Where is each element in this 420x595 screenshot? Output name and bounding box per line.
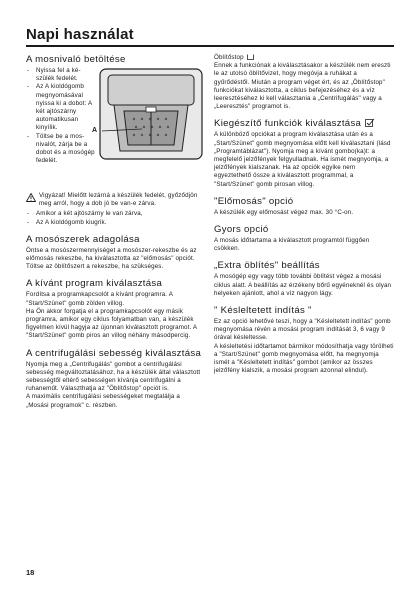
functions-text: A különböző opciókat a program kiválasztása után és a „Start/Szünet" gomb megnyomása előtt kell kiválasztani (lásd „Programtáblázat"). Nyomja meg a kívánt gombo(ka)t: a megfelelő jelzőfények felgyulladnak. Ha ismét megnyomja, a jelzőfények kialszanak. Ha az opciók egyike nem egyeztethető össze a kiválasztott programmal, a "Start/Szünet" gomb pirosan villog. (214, 131, 391, 188)
rinse-hold-label-line (214, 54, 394, 62)
spin-text-2: A maximális centrifugálási sebességeket megtalálja a „Mosási programok" c. részben. (26, 393, 180, 409)
detergent-text: Öntse a mosószermennyiséget a mosószer-rekeszbe és az előmosás rekeszbe, ha kiválasztotta az "előmosás" opciót. Töltse az öblítőszert a rekeszbe, ha szükséges. (26, 246, 197, 271)
warning-icon (26, 193, 36, 202)
quick-heading: Gyors opció (214, 224, 269, 236)
prewash-text: A készülék egy előmosást végez max. 30 °C-on. (214, 208, 354, 216)
warning-item-1: - Amikor a két ajtószárny le van zárva, (26, 210, 203, 218)
warning-list (26, 210, 203, 226)
spin-heading: A centrifugálási sebesség kiválasztása (26, 347, 202, 359)
program-text-2: Ha Ön akkor forgatja el a programkapcsolót egy másik programra, amikor egy ciklus folyamatban van, a készülék figyelmen kívül hagyja az újonnan kiválasztott programot. A "Start/Szünet" gomb piros an villog néhány másodpercig. (26, 307, 197, 340)
left-column (26, 52, 203, 410)
program-heading: A kívánt program kiválasztása (26, 278, 163, 290)
title-rule (26, 45, 394, 47)
extra-rinse-heading: „Extra öblítés" beállítás (214, 260, 320, 272)
checkbox-icon (365, 118, 375, 127)
functions-heading-line (214, 118, 394, 129)
loading-step-3: - Töltse be a mos-nivalót, zárja be a dobot és a mosógép fedelét. (26, 133, 96, 166)
drum-label-a: A (92, 127, 98, 134)
loading-heading: A mosnivaló betöltése (26, 54, 126, 65)
loading-step-1: - Nyissa fel a ké-szülék fedelét. (26, 67, 96, 83)
page-title: Napi használat (26, 26, 134, 43)
extra-rinse-text: A mosógép egy vagy több további öblítést végez a mosási ciklus alatt. A beállítás az érzékeny bőrű egyéneknél és olyan helyeken ajánlott, ahol a víz nagyon lágy. (214, 273, 392, 297)
functions-heading: Kiegészítő funkciók kiválasztása (214, 118, 362, 130)
quick-text: A mosás időtartama a kiválasztott programtól függően csökken. (214, 237, 370, 253)
page-number: 18 (26, 568, 35, 577)
loading-block (26, 67, 203, 187)
rinse-hold-text: Ennek a funkciónak a kiválasztásakor a készülék nem ereszti le az utolsó öblítővizet, hogy megóvja a ruhákat a gyűrődéstől. Miután a program véget ért, és az „Öblítőstop" funkciókat kiválasztotta, a ciklus befejezéséhez és a víz leeresztéséhez ki kell választania a „Centrifugálás" vagy a „Leeresztés" programot is. (214, 62, 391, 111)
drum-illustration (98, 67, 204, 161)
warning-item-2: - Az A kioldógomb kiugrik. (26, 219, 203, 227)
detergent-heading: A mosószerek adagolása (26, 233, 140, 245)
program-text-1: Fordítsa a programkapcsolót a kívánt programra. A "Start/Szünet" gomb zölden villog. (26, 291, 173, 307)
warning-block (26, 192, 203, 208)
rinse-hold-label: Öblítőstop (214, 54, 244, 61)
warning-text: Vigyázat! Mielőtt lezárná a készülék fedelét, győződjön meg arról, hogy a dob jó be van-e zárva. (39, 192, 198, 208)
loading-step-2: - Az A kioldógomb megnyomásával nyissa ki a dobot: A két ajtószárny automatikusan kinyílik. (26, 83, 96, 132)
delay-text-2: A késleltetési időtartamot bármikor módosíthatja vagy törölheti a "Start/Szünet" gomb megnyomása előtt, ha megnyomja ismét a "Késleltetett indítás" gombot (amikor az összes jelzőfény kialszik, a mosási program azonnal elindul). (214, 342, 394, 375)
delay-heading: " Késleltetett indítás " (214, 305, 312, 317)
delay-text-1: Ez az opció lehetővé teszi, hogy a "Késleltetett indítás" gomb megnyomása révén a mosási program indítását 3, 6 vagy 9 órával késleltesse. (214, 318, 391, 342)
prewash-heading: "Előmosás" opció (214, 195, 294, 207)
loading-list-tail (26, 133, 96, 166)
right-column (214, 52, 394, 375)
loading-list (26, 67, 96, 133)
rinse-hold-icon (247, 54, 254, 60)
spin-text-1: Nyomja meg a „Centrifugálás" gombot a centrifugálási sebesség megváltoztatásához, ha a készülék által választott sebességtől eltérő sebességen kívánja centrifugálni a ruhaneműt. Választhatja az "Öblítőstop" opciót is. (26, 360, 201, 393)
